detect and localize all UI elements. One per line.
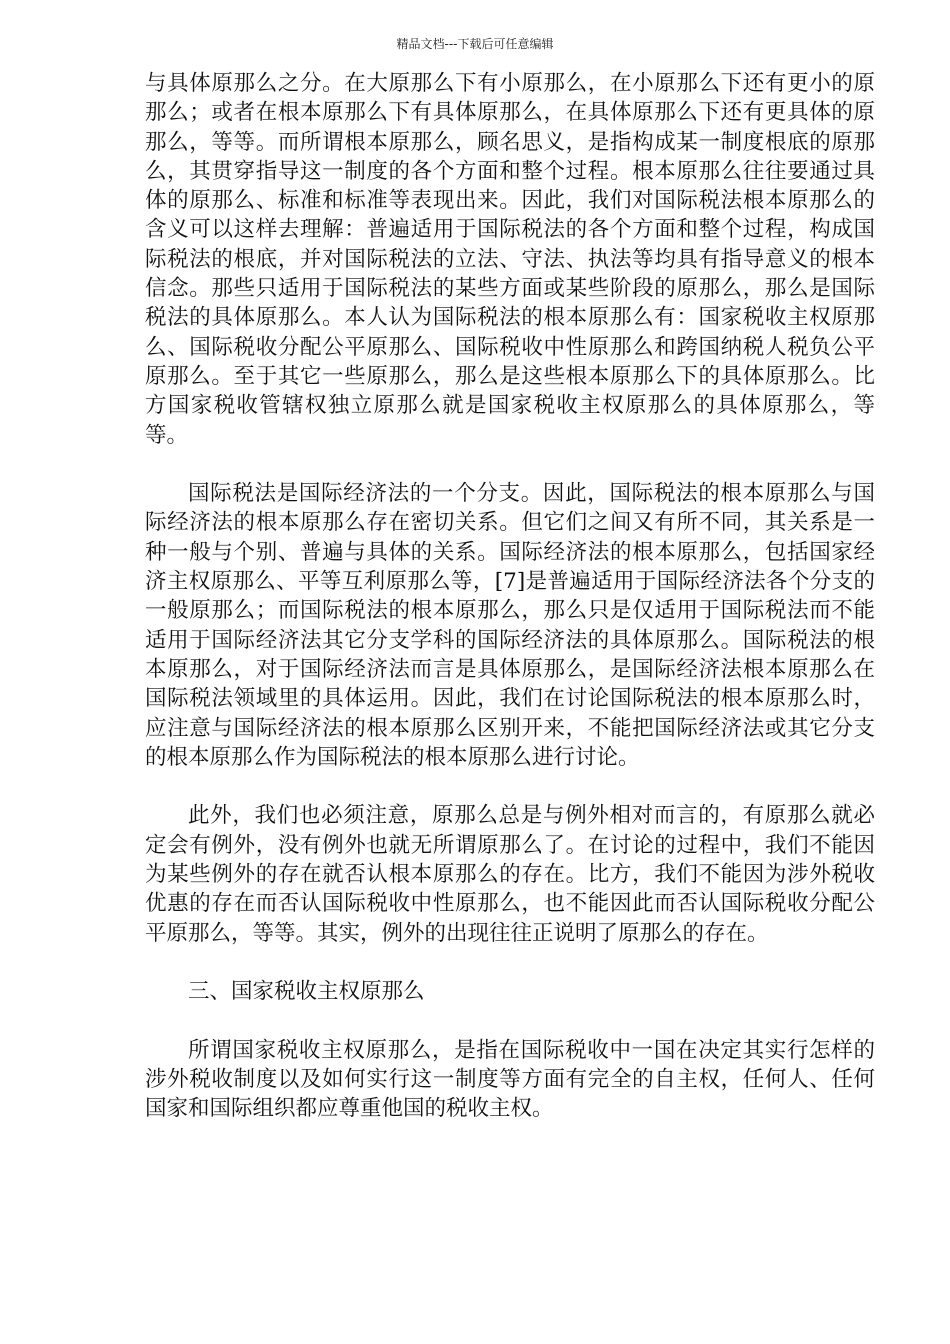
section-heading: 三、国家税收主权原那么	[188, 979, 425, 1005]
document-body	[145, 69, 875, 1124]
paragraph-2: 国际税法是国际经济法的一个分支。因此，国际税法的根本原那么与国际经济法的根本原那么存在密切关系。但它们之间又有所不同，其关系是一种一般与个别、普遍与具体的关系。国际经济法的根本原那么，包括国家经济主权原那么、平等互利原那么等，[7]是普遍适用于国际经济法各个分支的一般原那么；而国际税法的根本原那么，那么只是仅适用于国际税法而不能适用于国际经济法其它分支学科的国际经济法的具体原那么。国际税法的根本原那么，对于国际经济法而言是具体原那么，是国际经济法根本原那么在国际税法领域里的具体运用。因此，我们在讨论国际税法的根本原那么时，应注意与国际经济法的根本原那么区别开来，不能把国际经济法或其它分支的根本原那么作为国际税法的根本原那么进行讨论。	[145, 481, 875, 770]
paragraph-3: 此外，我们也必须注意，原那么总是与例外相对而言的，有原那么就必定会有例外，没有例外也就无所谓原那么了。在讨论的过程中，我们不能因为某些例外的存在就否认根本原那么的存在。比方，我们不能因为涉外税收优惠的存在而否认国际税收中性原那么，也不能因此而否认国际税收分配公平原那么，等等。其实，例外的出现往往正说明了原那么的存在。	[145, 803, 875, 946]
paragraph-gap	[145, 450, 875, 479]
paragraph-4: 所谓国家税收主权原那么，是指在国际税收中一国在决定其实行怎样的涉外税收制度以及如何实行这一制度等方面有完全的自主权，任何人、任何国家和国际组织都应尊重他国的税收主权。	[145, 1037, 875, 1122]
paragraph-1: 与具体原那么之分。在大原那么下有小原那么，在小原那么下还有更小的原那么；或者在根本原那么下有具体原那么，在具体原那么下还有更具体的原那么，等等。而所谓根本原那么，顾名思义，是指构成某一制度根底的原那么，其贯穿指导这一制度的各个方面和整个过程。根本原那么往往要通过具体的原那么、标准和标准等表现出来。因此，我们对国际税法根本原那么的含义可以这样去理解：普遍适用于国际税法的各个方面和整个过程，构成国际税法的根底，并对国际税法的立法、守法、执法等均具有指导意义的根本信念。那些只适用于国际税法的某些方面或某些阶段的原那么，那么是国际税法的具体原那么。本人认为国际税法的根本原那么有：国家税收主权原那么、国际税收分配公平原那么、国际税收中性原那么和跨国纳税人税负公平原那么。至于其它一些原那么，那么是这些根本原那么下的具体原那么。比方国家税收管辖权独立原那么就是国家税收主权原那么的具体原那么，等等。	[145, 71, 875, 448]
paragraph-gap	[145, 772, 875, 801]
page-header: 精品文档---下载后可任意编辑	[396, 37, 554, 51]
paragraph-gap	[145, 948, 875, 977]
paragraph-gap	[145, 1007, 875, 1036]
